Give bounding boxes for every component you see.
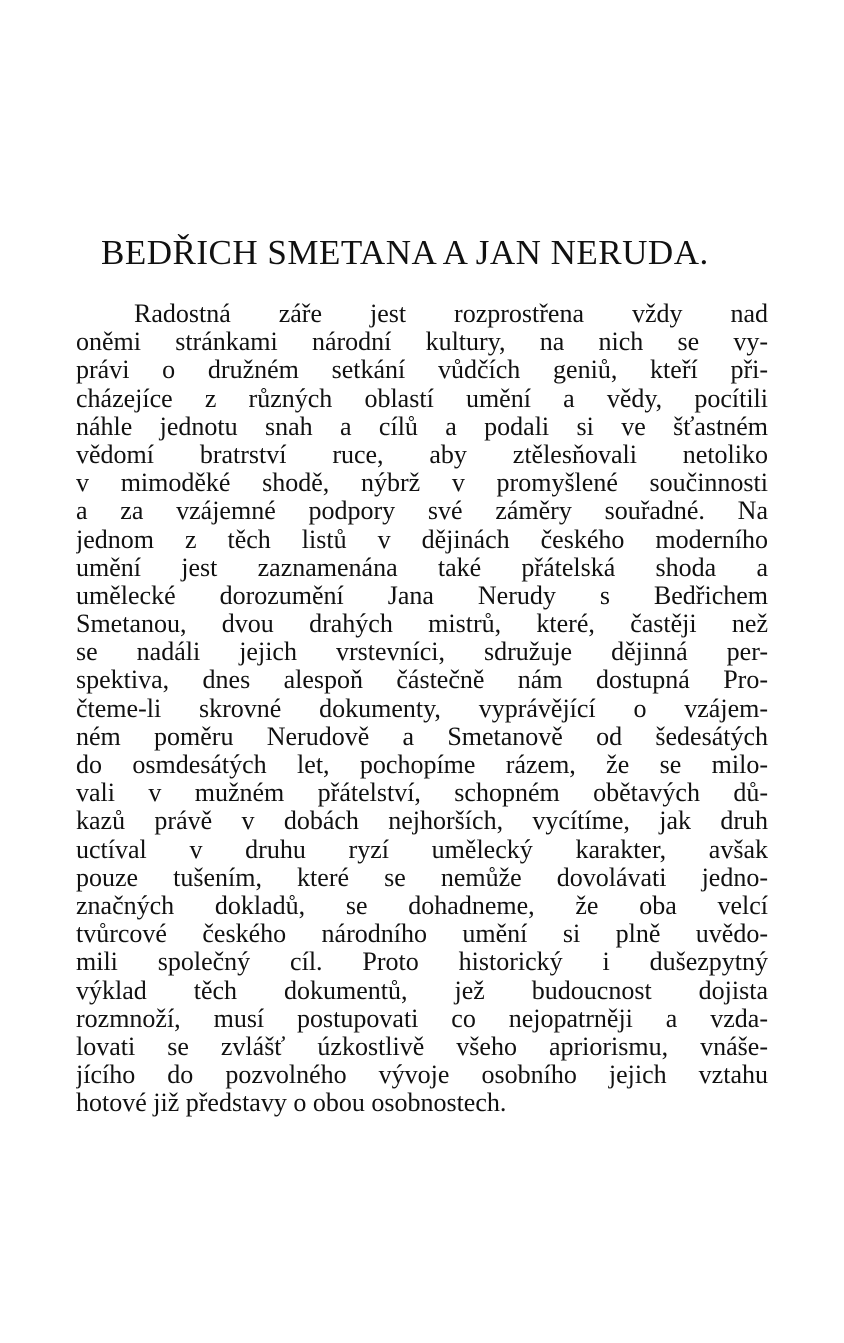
- text-line: Smetanou, dvou drahých mistrů, které, častěji než: [76, 610, 768, 639]
- text-line: ném poměru Nerudově a Smetanově od šedesátých: [76, 722, 768, 751]
- text-line: lovati se zvlášť úzkostlivě všeho apriorismu, vnáše-: [76, 1032, 768, 1061]
- text-line: v mimoděké shodě, nýbrž v promyšlené součinnosti: [76, 469, 768, 498]
- text-line: mili společný cíl. Proto historický i dušezpytný: [76, 948, 768, 977]
- text-line: značných dokladů, se dohadneme, že oba velcí: [76, 891, 768, 920]
- text-line: tvůrcové českého národního umění si plně uvědo-: [76, 920, 768, 949]
- text-line: rozmnoží, musí postupovati co nejopatrněji a vzda-: [76, 1004, 768, 1033]
- text-line: spektiva, dnes alespoň částečně nám dostupná Pro-: [76, 666, 768, 695]
- text-line: vali v mužném přátelství, schopném obětavých dů-: [76, 779, 768, 808]
- text-line: výklad těch dokumentů, jež budoucnost dojista: [76, 976, 768, 1005]
- body-paragraph: [76, 300, 768, 1117]
- text-line: právi o družném setkání vůdčích geniů, kteří při-: [76, 356, 768, 385]
- text-line: uctíval v druhu ryzí umělecký karakter, avšak: [76, 835, 768, 864]
- text-line: umění jest zaznamenána také přátelská shoda a: [76, 553, 768, 582]
- text-line: kazů právě v dobách nejhorších, vycítíme, jak druh: [76, 807, 768, 836]
- text-line: umělecké dorozumění Jana Nerudy s Bedřichem: [76, 581, 768, 610]
- text-line: hotové již představy o obou osobnostech.: [76, 1089, 507, 1118]
- text-line: jednom z těch listů v dějinách českého moderního: [76, 525, 768, 554]
- text-line: pouze tušením, které se nemůže dovolávati jedno-: [76, 863, 768, 892]
- text-line: a za vzájemné podpory své záměry souřadné. Na: [76, 497, 768, 526]
- text-line: čteme-li skrovné dokumenty, vyprávějící o vzájem-: [76, 694, 768, 723]
- text-line: do osmdesátých let, pochopíme rázem, že se milo-: [76, 751, 768, 779]
- text-line: jícího do pozvolného vývoje osobního jejich vztahu: [76, 1061, 768, 1090]
- text-line: oněmi stránkami národní kultury, na nich se vy-: [76, 328, 768, 357]
- document-title: BEDŘICH SMETANA A JAN NERUDA.: [101, 233, 709, 272]
- text-line: náhle jednotu snah a cílů a podali si ve šťastném: [76, 412, 768, 441]
- text-line: vědomí bratrství ruce, aby ztělesňovali netoliko: [76, 440, 768, 469]
- text-line: cházejíce z různých oblastí umění a vědy, pocítili: [76, 384, 768, 413]
- text-line: se nadáli jejich vrstevníci, sdružuje dějinná per-: [76, 638, 768, 667]
- text-line: Radostná záře jest rozprostřena vždy nad: [134, 300, 768, 328]
